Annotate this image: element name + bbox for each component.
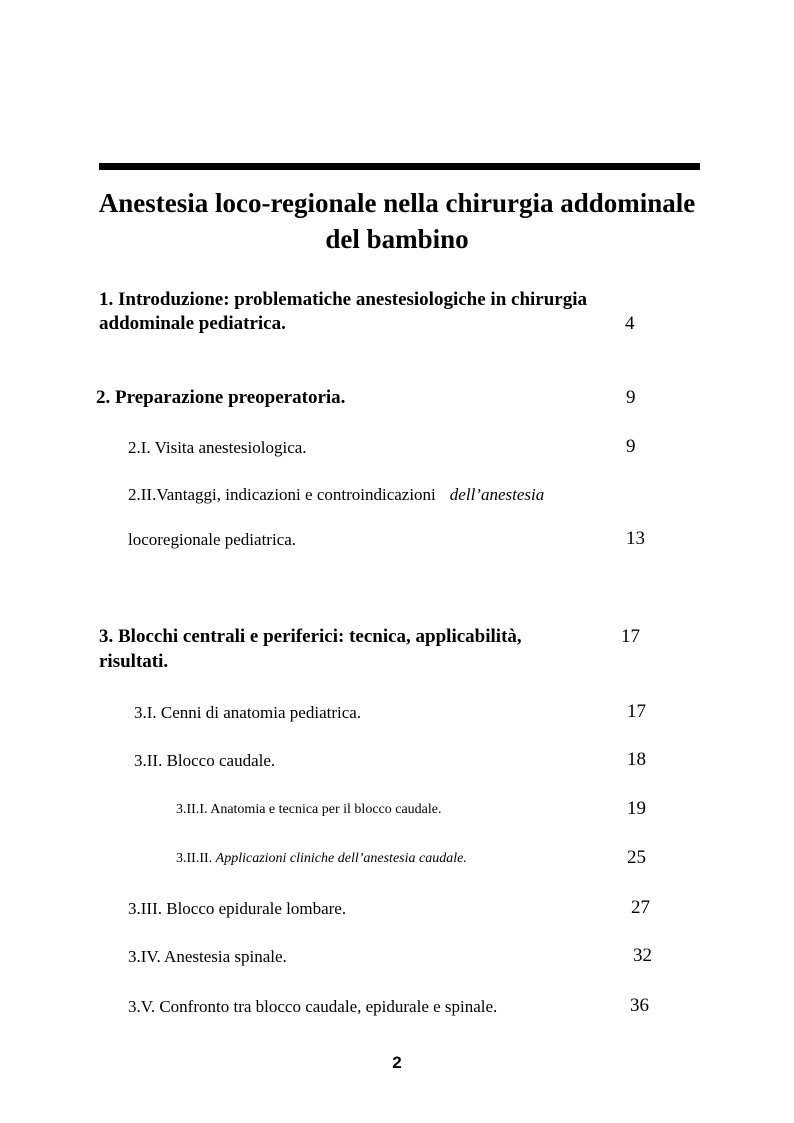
- toc-section-2-1-title: 2.I. Visita anestesiologica.: [128, 438, 307, 457]
- toc-section-3-page: 17: [621, 626, 640, 647]
- toc-section-2-2-title-regular: 2.II.Vantaggi, indicazioni e controindicazioni: [128, 485, 436, 504]
- toc-section-1-title-line-1: 1. Introduzione: problematiche anestesiologiche in chirurgia: [99, 289, 588, 310]
- toc-section-3-2-2-title-italic: Applicazioni cliniche dell’anestesia caudale.: [215, 851, 467, 866]
- toc-section-1-page: 4: [625, 313, 635, 334]
- toc-section-3-2-1-title: 3.II.I. Anatomia e tecnica per il blocco caudale.: [176, 802, 442, 817]
- toc-section-3-1-title: 3.I. Cenni di anatomia pediatrica.: [134, 703, 362, 722]
- toc-section-3-2-1-page: 19: [627, 798, 646, 819]
- title-top-rule: [99, 163, 700, 170]
- toc-section-2-2-title-line-1: [128, 484, 544, 506]
- toc-section-3-3-title: 3.III. Blocco epidurale lombare.: [128, 899, 347, 918]
- toc-section-2-title: 2. Preparazione preoperatoria.: [96, 387, 346, 408]
- page-number: 2: [392, 1053, 402, 1072]
- toc-section-3-title-line-1: 3. Blocchi centrali e periferici: tecnica, applicabilità,: [99, 626, 522, 647]
- toc-section-3-4-title: 3.IV. Anestesia spinale.: [128, 947, 287, 966]
- toc-section-3-2-2-prefix: 3.II.II.: [176, 851, 213, 866]
- toc-section-2-2-page: 13: [626, 528, 645, 549]
- toc-section-3-5-page: 36: [630, 995, 649, 1016]
- toc-section-3-2-page: 18: [627, 749, 646, 770]
- toc-section-1-title-line-2: addominale pediatrica.: [99, 313, 286, 334]
- toc-section-2-2-title-italic: dell’anestesia: [449, 485, 545, 504]
- toc-section-3-2-2-title: [176, 849, 467, 869]
- toc-section-3-2-2-page: 25: [627, 847, 646, 868]
- toc-section-3-3-page: 27: [631, 897, 650, 918]
- toc-section-3-title-line-2: risultati.: [99, 651, 169, 672]
- toc-section-3-5-title: 3.V. Confronto tra blocco caudale, epidurale e spinale.: [128, 997, 498, 1016]
- toc-section-3-1-page: 17: [627, 701, 646, 722]
- toc-section-2-1-page: 9: [626, 436, 636, 457]
- document-title-line-2: del bambino: [325, 224, 469, 254]
- toc-section-2-page: 9: [626, 387, 636, 408]
- document-title-line-1: Anestesia loco-regionale nella chirurgia addominale: [98, 188, 696, 218]
- toc-section-3-4-page: 32: [633, 945, 652, 966]
- toc-section-3-2-title: 3.II. Blocco caudale.: [134, 751, 276, 770]
- toc-section-2-2-title-line-2: locoregionale pediatrica.: [128, 530, 297, 549]
